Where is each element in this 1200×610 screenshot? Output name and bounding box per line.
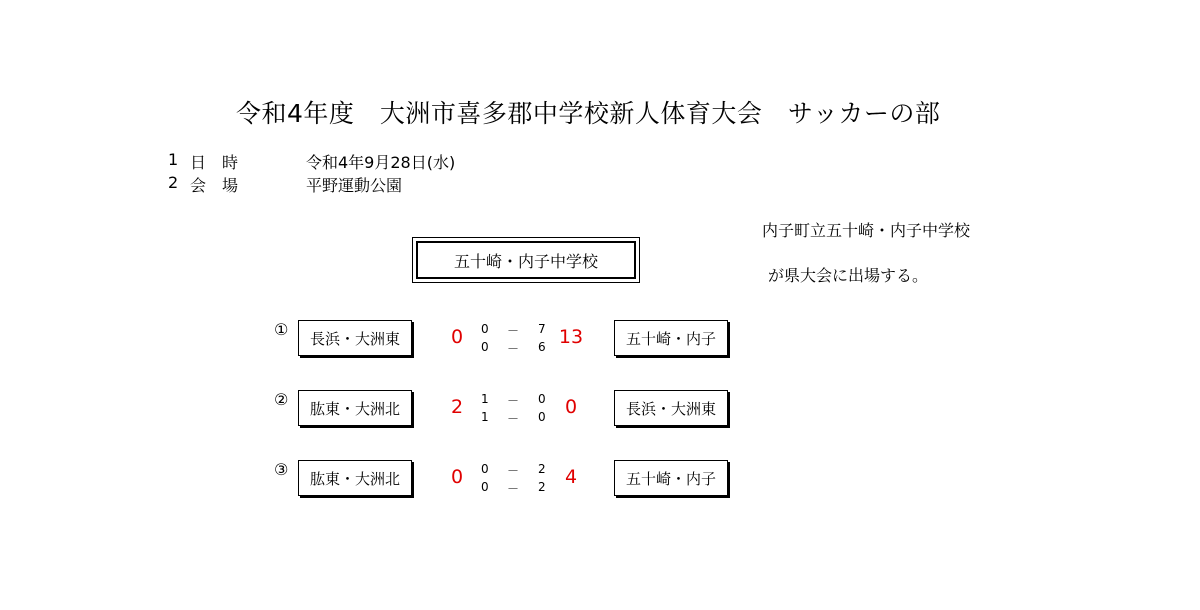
info-value-venue: 平野運動公園 (306, 176, 403, 195)
home-team: 肱東・大洲北 (298, 390, 412, 426)
away-total-score: 13 (558, 326, 584, 348)
half2-away-score: 6 (538, 340, 546, 354)
half2-dash: － (507, 342, 520, 356)
half2-home-score: 0 (481, 480, 489, 494)
info-number: 1 (168, 150, 179, 169)
half1-dash: － (507, 464, 520, 478)
home-total-score: 0 (450, 466, 464, 488)
winner-note-line1: 内子町立五十崎・内子中学校 (762, 221, 971, 240)
home-total-score: 0 (450, 326, 464, 348)
home-team: 肱東・大洲北 (298, 460, 412, 496)
half1-home-score: 0 (481, 462, 489, 476)
half1-away-score: 0 (538, 392, 546, 406)
away-total-score: 4 (564, 466, 578, 488)
match-index: ② (274, 390, 289, 409)
half2-away-score: 0 (538, 410, 546, 424)
half1-away-score: 2 (538, 462, 546, 476)
away-team: 五十崎・内子 (614, 460, 728, 496)
half1-away-score: 7 (538, 322, 546, 336)
match-index: ③ (274, 460, 289, 479)
home-total-score: 2 (450, 396, 464, 418)
info-value-datetime: 令和4年9月28日(水) (306, 153, 456, 172)
info-label-venue: 会 場 (190, 176, 239, 195)
winner-note-line2: が県大会に出場する。 (768, 266, 929, 285)
half2-dash: － (507, 482, 520, 496)
away-total-score: 0 (564, 396, 578, 418)
match-index: ① (274, 320, 289, 339)
half2-dash: － (507, 412, 520, 426)
page-title: 令和4年度 大洲市喜多郡中学校新人体育大会 サッカーの部 (236, 99, 941, 128)
winner-box (412, 237, 640, 283)
info-number: 2 (168, 173, 179, 192)
half2-home-score: 0 (481, 340, 489, 354)
half1-home-score: 0 (481, 322, 489, 336)
away-team: 五十崎・内子 (614, 320, 728, 356)
home-team: 長浜・大洲東 (298, 320, 412, 356)
half2-home-score: 1 (481, 410, 489, 424)
info-label-datetime: 日 時 (190, 153, 239, 172)
half1-home-score: 1 (481, 392, 489, 406)
away-team: 長浜・大洲東 (614, 390, 728, 426)
winner-school: 五十崎・内子中学校 (416, 241, 636, 279)
half2-away-score: 2 (538, 480, 546, 494)
half1-dash: － (507, 324, 520, 338)
half1-dash: － (507, 394, 520, 408)
